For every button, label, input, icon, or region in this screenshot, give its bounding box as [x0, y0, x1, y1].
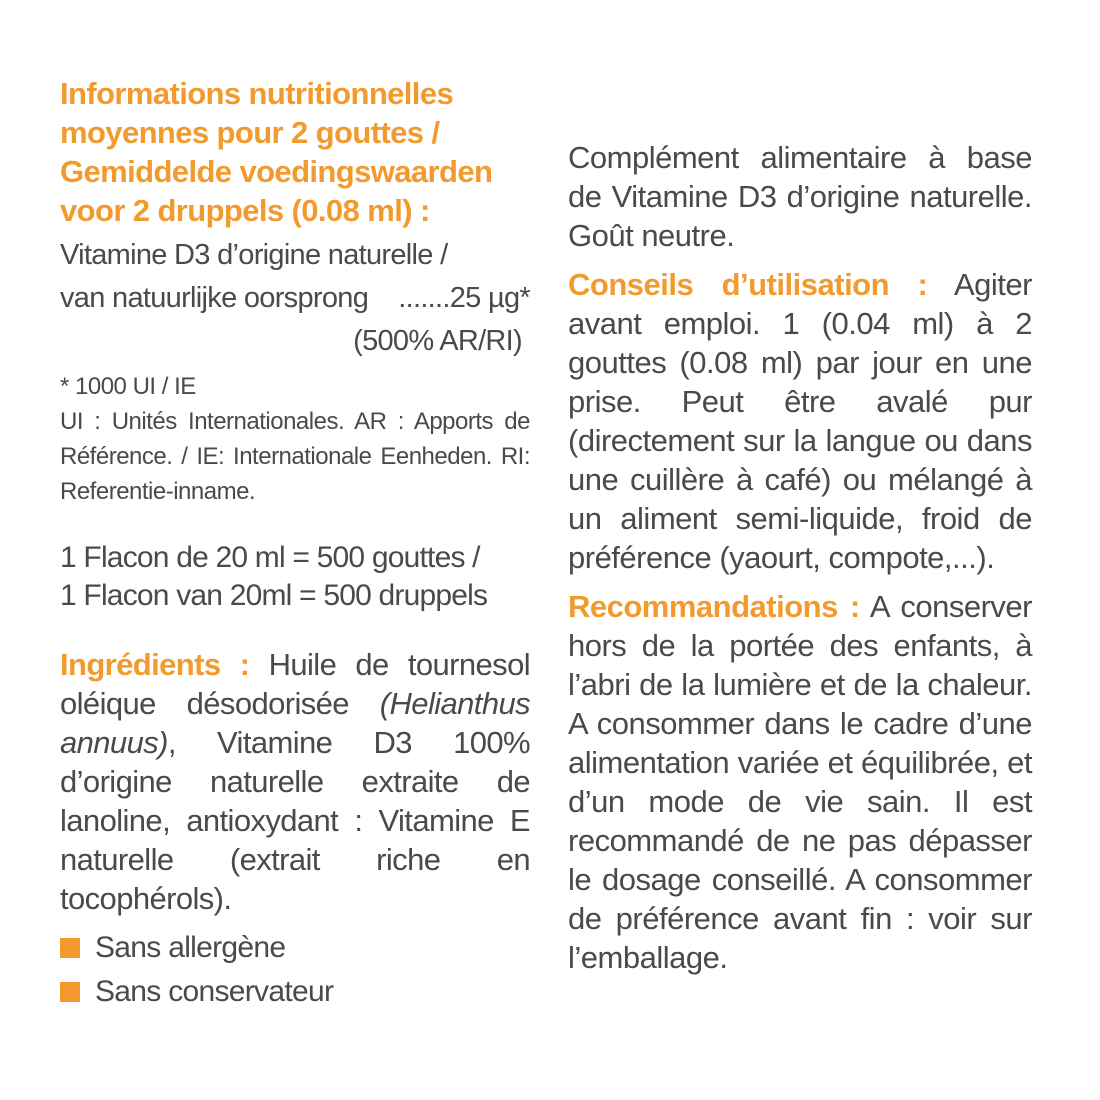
footnotes [60, 369, 530, 509]
nutrition-heading: Informations nutritionnelles moyennes pour 2 gouttes / Gemiddelde voedingswaarden voor 2 druppels (0.08 ml) : [60, 76, 493, 228]
footnote-definitions: UI : Unités Internationales. AR : Apports de Référence. / IE: Internationale Eenheden. RI: Referentie-inname. [60, 408, 530, 505]
recommendations-text: A conserver hors de la portée des enfants, à l’abri de la lumière et de la chaleur. A consommer dans le cadre d’une alimentation variée et équilibrée, et d’un mode de vie sain. Il est recommandé de ne pas dépasser le dosage conseillé. A consommer de préférence avant fin : voir sur l’emballage. [568, 589, 1032, 975]
left-column [60, 74, 530, 1014]
ingredients-latin-name: (Helianthus annuus) [60, 686, 530, 760]
ingredients-text-pre: Huile de tournesol oléique désodorisée [60, 647, 530, 721]
claim-label: Sans conservateur [95, 975, 334, 1008]
recommendations-paragraph [568, 587, 1032, 977]
right-column [568, 138, 1032, 977]
vitamin-block [60, 234, 530, 363]
vitamin-line-1: Vitamine D3 d’origine naturelle / [60, 239, 448, 271]
bottle-info [60, 539, 530, 615]
footnote-ui: * 1000 UI / IE [60, 373, 196, 400]
product-intro: Complément alimentaire à base de Vitamine D3 d’origine naturelle. Goût neutre. [568, 140, 1032, 253]
bottle-info-nl: 1 Flacon van 20ml = 500 druppels [60, 579, 488, 612]
orange-square-bullet-icon [60, 982, 80, 1002]
vitamin-line-2 [60, 277, 530, 320]
claim-item [60, 926, 530, 970]
claims-list [60, 926, 530, 1014]
vitamin-line-2-value: .......25 µg* [398, 282, 530, 314]
ingredients-text-post: , Vitamine D3 100% d’origine naturelle extraite de lanoline, antioxydant : Vitamine E naturelle (extrait riche en tocophérols). [60, 725, 530, 916]
claim-item [60, 970, 530, 1014]
vitamin-line-3: (500% AR/RI) [353, 325, 522, 357]
usage-text: Agiter avant emploi. 1 (0.04 ml) à 2 gouttes (0.08 ml) par jour en une prise. Peut être avalé pur (directement sur la langue ou dans une cuillère à café) ou mélangé à un aliment semi-liquide, froid de préférence (yaourt, compote,...). [568, 267, 1032, 575]
recommendations-label: Recommandations : [568, 589, 860, 624]
usage-paragraph [568, 265, 1032, 577]
vitamin-line-2-label: van natuurlijke oorsprong [60, 282, 369, 314]
orange-square-bullet-icon [60, 938, 80, 958]
bottle-info-fr: 1 Flacon de 20 ml = 500 gouttes / [60, 541, 480, 574]
claim-label: Sans allergène [95, 931, 286, 964]
ingredients-label: Ingrédients : [60, 647, 250, 682]
usage-label: Conseils d’utilisation : [568, 267, 928, 302]
ingredients-paragraph [60, 645, 530, 918]
